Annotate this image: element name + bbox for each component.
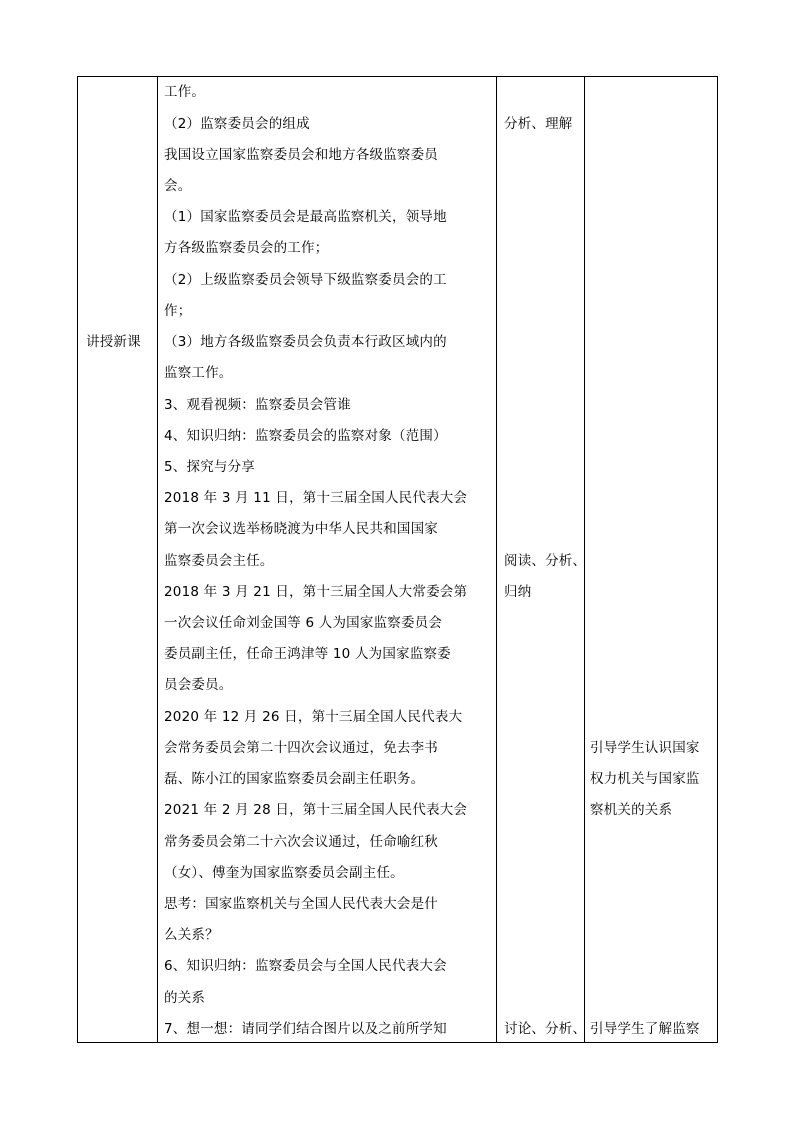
content-line: （2）监察委员会的组成: [164, 116, 310, 132]
content-line: 会常务委员会第二十四次会议通过，免去李书: [164, 740, 438, 756]
content-line: 5、探究与分享: [164, 459, 255, 475]
content-line: 2018 年 3 月 11 日，第十三届全国人民代表大会: [164, 490, 468, 506]
content-line: 工作。: [164, 84, 206, 100]
content-line: 2021 年 2 月 28 日，第十三届全国人民代表大会: [164, 802, 468, 818]
activity-line: 分析、理解: [504, 116, 573, 132]
column-divider: [496, 77, 497, 1042]
section-label: 讲授新课: [86, 334, 141, 350]
content-line: 思考：国家监察机关与全国人民代表大会是什: [164, 896, 438, 912]
lesson-plan-table: [77, 76, 718, 1043]
content-line: 7、想一想：请同学们结合图片以及之前所学知: [164, 1021, 447, 1037]
content-line: 2018 年 3 月 21 日，第十三届全国人大常委会第: [164, 584, 468, 600]
content-line: 员会委员。: [164, 677, 233, 693]
content-line: 4、知识归纳：监察委员会的监察对象（范围）: [164, 428, 447, 444]
intent-line: 察机关的关系: [590, 802, 673, 818]
content-line: 的关系: [164, 990, 206, 1006]
content-line: 我国设立国家监察委员会和地方各级监察委员: [164, 147, 438, 163]
activity-line: 讨论、分析、: [504, 1021, 587, 1037]
intent-line: 权力机关与国家监: [590, 771, 700, 787]
content-line: 作；: [164, 303, 192, 319]
content-line: （3）地方各级监察委员会负责本行政区域内的: [164, 334, 447, 350]
content-line: （2）上级监察委员会领导下级监察委员会的工: [164, 272, 447, 288]
content-line: 一次会议任命刘金国等 6 人为国家监察委员会: [164, 615, 443, 631]
content-line: 监察工作。: [164, 365, 233, 381]
column-divider: [157, 77, 158, 1042]
content-line: 2020 年 12 月 26 日，第十三届全国人民代表大: [164, 709, 463, 725]
content-line: 么关系？: [164, 927, 219, 943]
content-line: 3、观看视频：监察委员会管谁: [164, 397, 351, 413]
intent-line: 引导学生认识国家: [590, 740, 700, 756]
content-line: 会。: [164, 178, 192, 194]
activity-line: 归纳: [504, 584, 532, 600]
content-line: 监察委员会主任。: [164, 553, 274, 569]
content-line: 委员副主任，任命王鸿津等 10 人为国家监察委: [164, 646, 451, 662]
content-line: 第一次会议选举杨晓渡为中华人民共和国国家: [164, 521, 438, 537]
content-line: （女）、傅奎为国家监察委员会副主任。: [164, 865, 404, 881]
activity-line: 阅读、分析、: [504, 553, 587, 569]
content-line: 磊、陈小江的国家监察委员会副主任职务。: [164, 771, 425, 787]
content-line: （1）国家监察委员会是最高监察机关，领导地: [164, 209, 447, 225]
content-line: 6、知识归纳：监察委员会与全国人民代表大会: [164, 958, 447, 974]
intent-line: 引导学生了解监察: [590, 1021, 700, 1037]
content-line: 方各级监察委员会的工作；: [164, 240, 329, 256]
content-line: 常务委员会第二十六次会议通过，任命喻红秋: [164, 834, 438, 850]
